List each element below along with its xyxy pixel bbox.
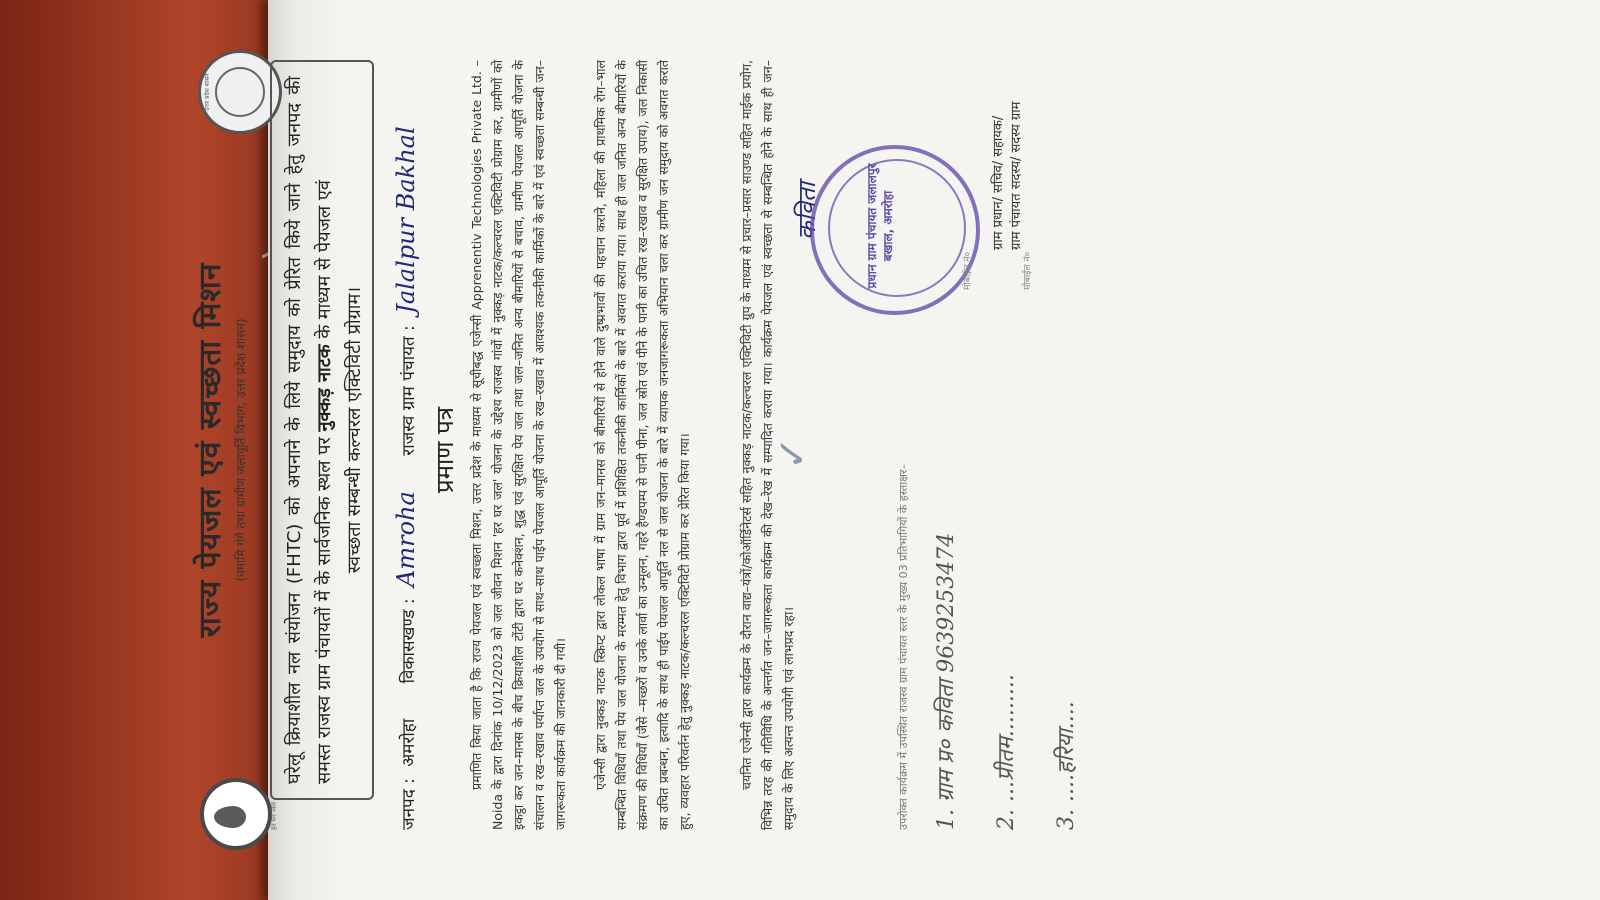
certificate-document [170,10,1430,890]
paragraph-3: चयनित एजेन्सी द्वारा कार्यक्रम के दौरान वाद्य–यंत्रों/कोऑर्डिनेटर्स सहित नुक्कड़ नाटक/कल्चरल एक्टिविटी ग्रुप के माध्यम से प्रचार–प्रसार साउण्ड सहित माईक प्रयोग, विभिन्न तरह की गतिविधि के अन्तर्गत जन–जागरूकता कार्यक्रम की देख–रेख में सम्पादित कराया गया। कार्यक्रम पेयजल एवं स्वच्छता से सम्बन्धित होने के साथ ही जन–समुदाय के लिए अत्यन्त उपयोगी एवं लाभप्रद रहा। [739,60,796,830]
checkmark-icon: ✓ [770,436,816,470]
attendee-3: 3. ....हरिया.... [1054,701,1079,830]
signatory-designation [990,50,1026,250]
document-title: राज्य पेयजल एवं स्वच्छता मिशन [193,262,228,638]
attendee-1: 1. ग्राम प्र० कविता 9639253474 [934,532,959,830]
block-label: विकासखण्ड : [399,598,419,684]
location-meta [392,50,420,830]
subject-line2a: की समस्त राजस्व ग्राम पंचायतों में के सार्वजनिक स्थल पर [284,76,335,784]
village-label: राजस्व ग्राम पंचायत : [399,325,419,456]
paragraph-1: प्रमाणित किया जाता है कि राज्य पेयजल एवं स्वच्छता मिशन, उत्तर प्रदेश के माध्यम से सूचीबद्ध एजेन्सी Apprenentiv Technologies Private Ltd. – Noida के द्वारा दिनांक 10/12/2023 को जल जीवन मिशन 'हर घर जल' योजना के उद्देश्य राजस्व गांवों में नुक्कड़ नाटक/कल्चरल एक्टिविटी प्रोग्राम कर, ग्रामीणों को इकट्ठा कर जन–मानस के बीच क्रियाशील टोंटी द्वारा घर कनेक्शन, शुद्ध एवं सुरक्षित पेय जल तथा जल–जनित अन्य बीमारियों से बचाव, ग्रामीण पेयजल आपूर्ति योजना के संचालन व रख–रखाव पर्याप्त जल के उपयोग से साथ–साथ पाईप पेयजल आपूर्ति योजना के रख–रखाव में आवश्यक तकनीकी कार्मिकों के बारे में एवं स्वच्छता सम्बन्धी जन–जागरूकता कार्यक्रम की जानकारी दी गयी। [469,60,568,830]
document-subtitle: (नमामि गंगे तथा ग्रामीण जलापूर्ति विभाग, उत्तर प्रदेश शासन) [234,318,248,582]
subject-highlight: नुक्कड़ नाटक [314,344,335,432]
paragraph-2: एजेन्सी द्वारा नुक्कड़ नाटक स्क्रिप्ट द्वारा लोकल भाषा में ग्राम जन–मानस को बीमारियों से होने वाले दुष्प्रभावों की पहचान कराने, महिला की प्राथमिक रोग–भाल सम्बन्धित विधियाँ तथा पेय जल योजना के मरम्मत हेतु विभाग द्वारा पूर्व में प्रशिक्षित तकनीकी कार्मिकों के बारे में अवगत कराया गया। साथ ही जल जनित अन्य बीमारियों के संक्रमण की विधियाँ (जैसे –मच्छरों व उनके लार्वा का उन्मूलन, गहरे हैण्डपम्प से पानी पीना, जल स्रोत एवं पीने के पानी का उचित रख–रखाव व सुरक्षित उपाय), जल निकासी का उचित प्रबन्धन, इत्यादि के साथ ही पाईप पेयजल आपूर्ति नल से जल योजना के बारे में व्यापक जनजागरूकता अभियान चला कर ग्रामीण जन समुदाय को अवगत कराते हुए, व्यवहार परिवर्तन हेतु नुक्कड़ नाटक/कल्चरल एक्टिविटी प्रोग्राम कर प्रेरित किया गया। [593,60,692,830]
handwritten-signature: कविता [793,182,821,240]
village-value: Jalalpur Bakhal [392,126,420,314]
mobile-label-1: मोबाईल नं० [963,251,973,290]
seal-text: प्रधान ग्राम पंचायत जलालपुर बखाल, अमरोहा [865,163,895,289]
block-value: Amroha [392,491,420,587]
attendees-heading: उपरोक्त कार्यक्रम में उपस्थित राजस्व ग्राम पंचायत स्तर के मुख्य 03 प्रतिभागियों के हस्ताक्षर– [897,464,910,830]
signatory-line1: ग्राम प्रधान/ सचिव/ सहायक/ [991,115,1006,250]
subject-line3: स्वच्छता सम्बन्धी कल्चरल एक्टिविटी प्रोग्राम। [344,286,365,574]
signatory-line2: ग्राम पंचायत सदस्य/ सदस्य ग्राम [1009,101,1024,250]
subject-line1: घरेलू क्रियाशील नल संयोजन (FHTC) को अपनाने के लिये समुदाय को प्रेरित किये जाने हेतु जनपद [284,103,305,784]
logo-caption: हर घर जल [270,802,278,830]
certificate-heading: प्रमाण पत्र [431,406,459,494]
district-value: अमरोहा [399,718,419,767]
emblem-text: उत्तर प्रदेश शासन [204,73,211,111]
district-label: जनपद : [399,778,419,830]
subject-line2b: के माध्यम से पेयजल एवं [314,180,335,339]
subject-box [270,60,374,800]
mobile-label-2: मोबाईल नं० [1023,251,1033,290]
attendee-2: 2. ...प्रीतम......... [994,674,1019,830]
